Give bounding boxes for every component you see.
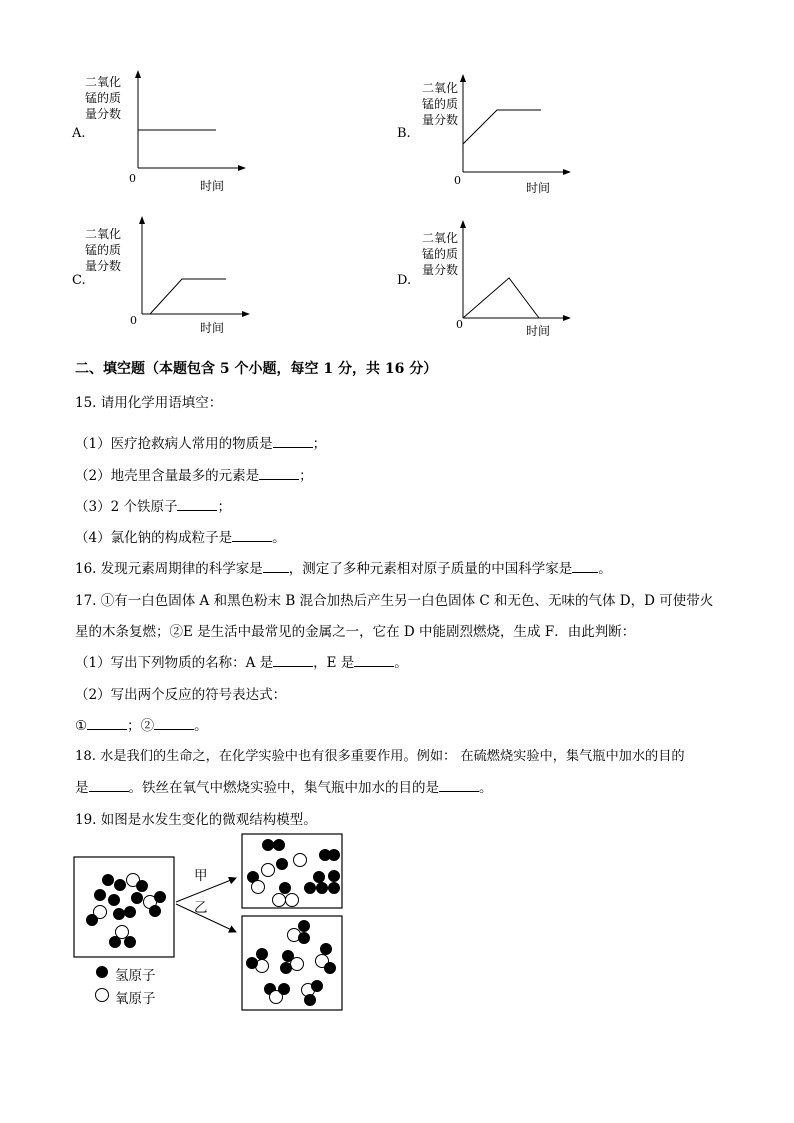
graph-d	[455, 220, 575, 330]
origin-label: 0	[454, 174, 461, 187]
graph-c	[134, 216, 254, 326]
q19-stem: 19. 如图是水发生变化的微观结构模型。	[75, 812, 317, 828]
origin-label: 0	[130, 314, 137, 327]
q18-line-1: 18. 水是我们的生命之，在化学实验中也有很多重要作用。例如： 在硫燃烧实验中，集气瓶中加水的目的	[75, 749, 685, 764]
x-axis-label: 时间	[526, 324, 551, 338]
section-heading: 二、填空题（本题包含 5 个小题，每空 1 分，共 16 分）	[75, 361, 438, 377]
q16: 16. 发现元素周期律的科学家是 ，测定了多种元素相对原子质量的中国科学家是 。	[75, 561, 612, 577]
x-axis-label: 时间	[526, 181, 551, 195]
answer-blank[interactable]	[87, 717, 127, 730]
option-letter: C.	[72, 273, 86, 288]
answer-blank[interactable]	[154, 717, 194, 730]
answer-blank[interactable]	[89, 779, 129, 792]
answer-blank[interactable]	[232, 529, 272, 542]
q17-answers: ① ；② 。	[75, 718, 208, 734]
answer-blank[interactable]	[273, 654, 313, 667]
y-axis-label: 二氧化 锰的质 量分数	[85, 75, 122, 121]
legend-oxygen: 氧原子	[115, 991, 156, 1007]
answer-blank[interactable]	[273, 435, 313, 448]
arrow-label-jia: 甲	[194, 868, 208, 884]
option-letter: B.	[397, 126, 411, 141]
legend-hydrogen: 氢原子	[115, 968, 156, 984]
origin-label: 0	[456, 318, 463, 331]
answer-blank[interactable]	[354, 654, 394, 667]
answer-blank[interactable]	[572, 560, 598, 573]
x-axis-label: 时间	[200, 179, 225, 193]
answer-blank[interactable]	[439, 779, 479, 792]
q15-item-1: （1）医疗抢救病人常用的物质是 ；	[75, 436, 327, 452]
q17-sub-1: （1）写出下列物质的名称：A 是 ，E 是 。	[75, 655, 408, 671]
origin-label: 0	[129, 172, 136, 185]
q17-sub-2: （2）写出两个反应的符号表达式：	[75, 687, 287, 703]
graph-b	[455, 74, 575, 194]
q18-line-2: 是 。铁丝在氧气中燃烧实验中，集气瓶中加水的目的是 。	[75, 780, 493, 796]
q17-line-1: 17. ①有一白色固体 A 和黑色粉末 B 混合加热后产生另一白色固体 C 和无色、无味的气体 D，D 可使带火	[75, 593, 714, 609]
y-axis-label: 二氧化 锰的质 量分数	[85, 227, 122, 273]
option-letter: D.	[397, 273, 412, 288]
water-molecule-diagram	[72, 832, 352, 1012]
q15-stem: 15. 请用化学用语填空：	[75, 395, 223, 411]
answer-blank[interactable]	[259, 467, 299, 480]
answer-blank[interactable]	[177, 498, 217, 511]
y-axis-label: 二氧化 锰的质 量分数	[422, 81, 459, 127]
arrow-label-yi: 乙	[194, 900, 208, 916]
q15-item-3: （3）2 个铁原子 ；	[75, 499, 231, 515]
answer-blank[interactable]	[263, 560, 289, 573]
q15-item-4: （4）氯化钠的构成粒子是 。	[75, 530, 286, 546]
q17-line-2: 星的木条复燃；②E 是生活中最常见的金属之一，它在 D 中能剧烈燃烧，生成 F．由此判断：	[75, 624, 636, 640]
y-axis-label: 二氧化 锰的质 量分数	[422, 231, 459, 277]
graph-a	[130, 70, 250, 190]
x-axis-label: 时间	[200, 321, 225, 335]
option-letter: A.	[72, 126, 86, 141]
q15-item-2: （2）地壳里含量最多的元素是 ；	[75, 468, 313, 484]
